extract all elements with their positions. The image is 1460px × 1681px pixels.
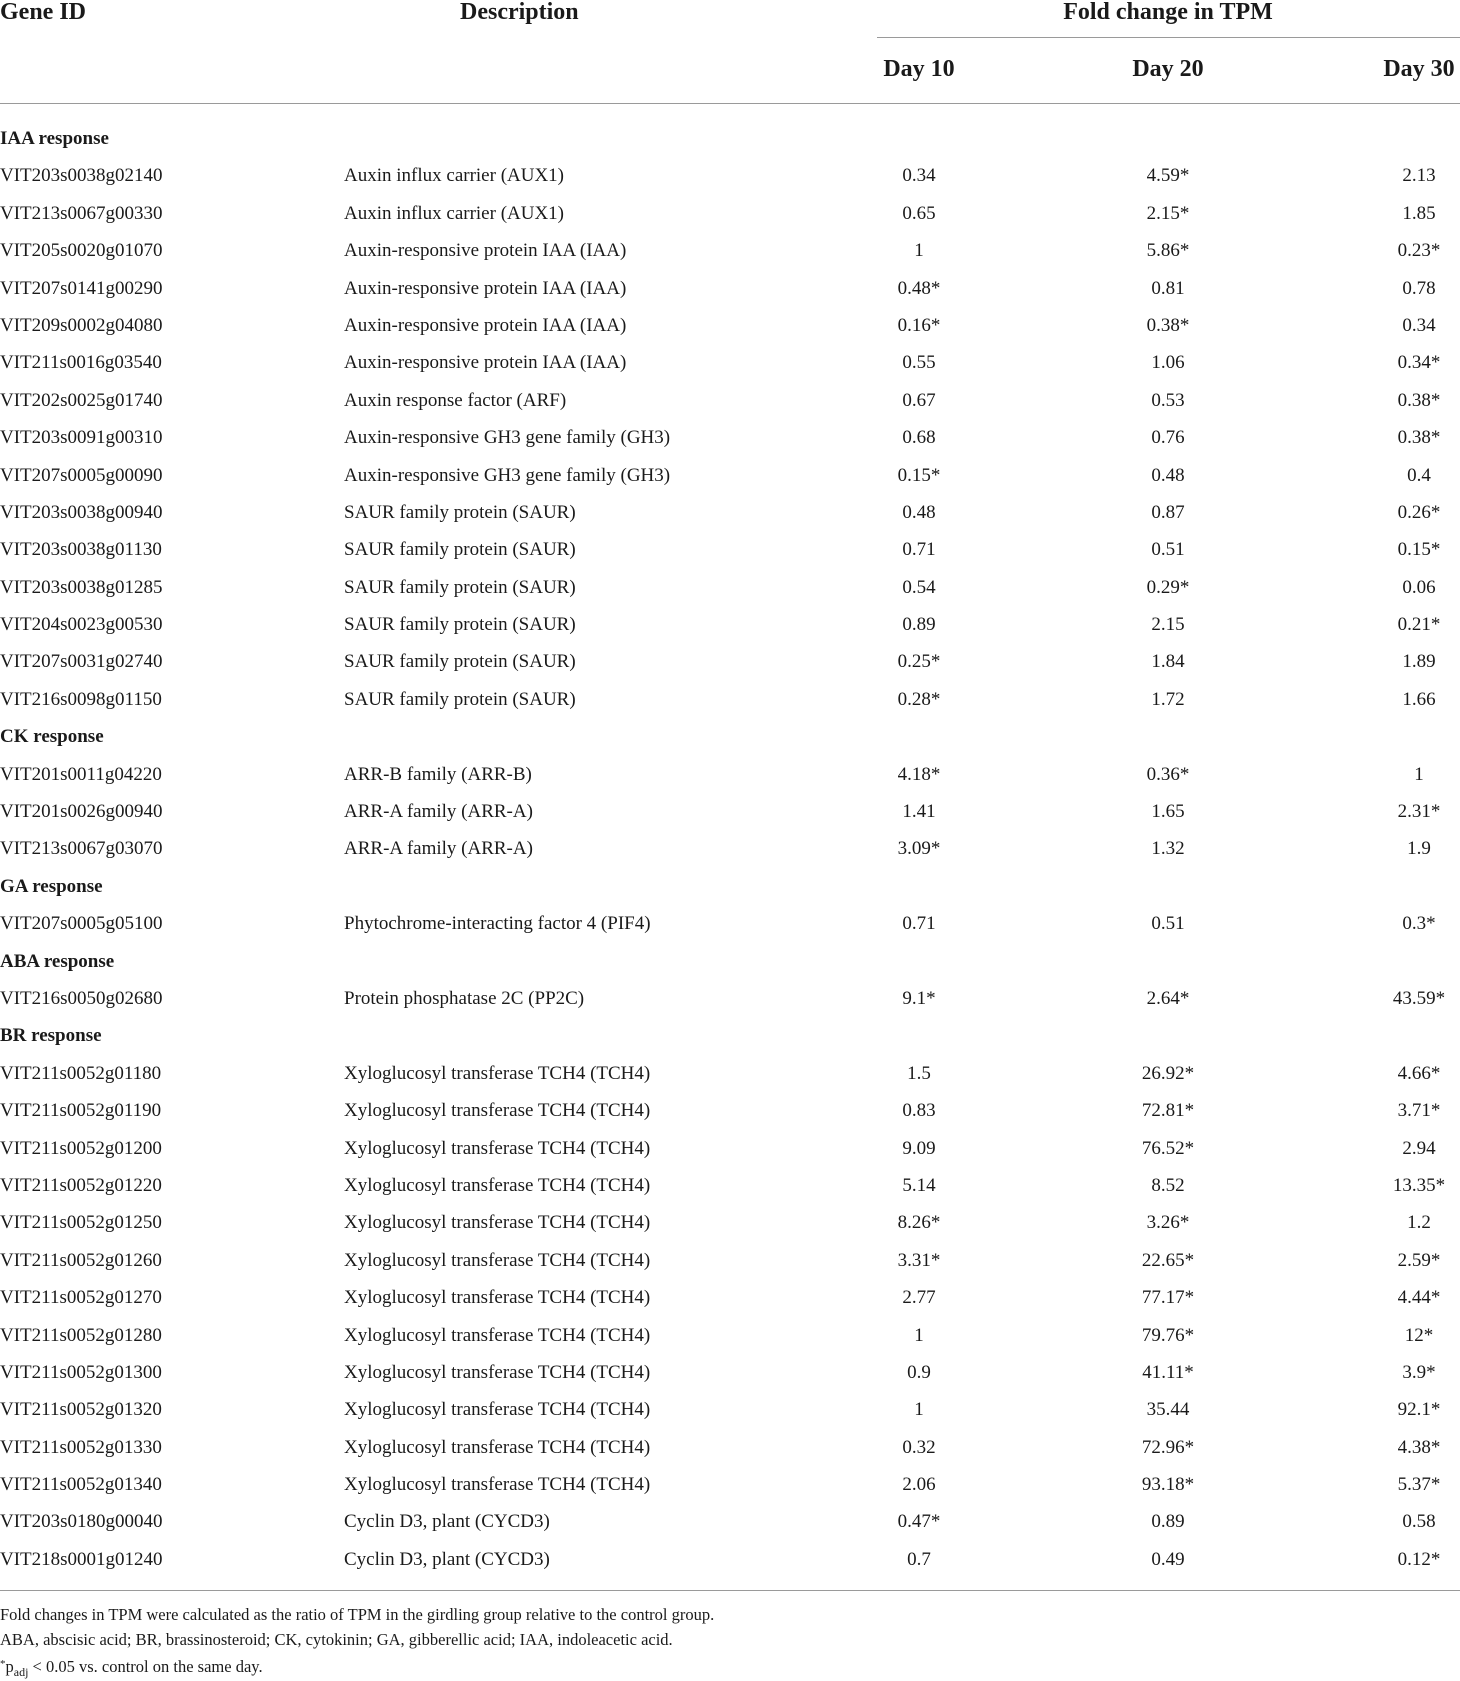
table-row — [0, 569, 1460, 606]
gene-id-cell: VIT211s0052g01180 — [0, 1062, 162, 1084]
day20-cell: 0.49 — [1151, 1548, 1185, 1570]
day10-cell: 1.5 — [907, 1062, 931, 1084]
table-row — [0, 195, 1460, 232]
gene-id-cell: VIT213s0067g00330 — [0, 202, 163, 224]
table-row — [0, 1466, 1460, 1503]
description-cell: SAUR family protein (SAUR) — [344, 501, 576, 523]
day10-cell: 1 — [914, 1324, 924, 1346]
day30-cell: 5.37* — [1397, 1474, 1441, 1496]
day10-cell: 0.71 — [902, 913, 936, 935]
gene-id-cell: VIT211s0052g01280 — [0, 1324, 162, 1346]
day30-cell: 0.34 — [1402, 314, 1436, 336]
description-cell: Xyloglucosyl transferase TCH4 (TCH4) — [344, 1324, 651, 1346]
description-cell: SAUR family protein (SAUR) — [344, 576, 576, 598]
day20-cell: 0.53 — [1151, 389, 1185, 411]
table-row — [0, 1130, 1460, 1167]
day10-cell: 0.9 — [907, 1361, 931, 1383]
day30-cell: 92.1* — [1397, 1399, 1441, 1421]
table-row — [0, 1055, 1460, 1092]
section-row — [0, 1017, 1460, 1054]
day20-cell: 3.26* — [1146, 1212, 1190, 1234]
day30-cell: 43.59* — [1392, 987, 1446, 1009]
gene-id-cell: VIT203s0180g00040 — [0, 1511, 163, 1533]
day30-cell: 4.66* — [1397, 1062, 1441, 1084]
day30-cell: 1.85 — [1402, 202, 1436, 224]
day20-cell: 5.86* — [1146, 240, 1190, 262]
table-row — [0, 270, 1460, 307]
day30-cell: 0.4 — [1407, 464, 1431, 486]
day10-cell: 0.47* — [897, 1511, 941, 1533]
day10-cell: 0.48* — [897, 277, 941, 299]
day20-cell: 0.48 — [1151, 464, 1185, 486]
day30-cell: 0.38* — [1397, 389, 1441, 411]
day30-cell: 1.2 — [1407, 1212, 1431, 1234]
day10-cell: 2.77 — [902, 1287, 936, 1309]
section-row — [0, 120, 1460, 157]
day10-cell: 9.09 — [902, 1137, 936, 1159]
description-cell: Protein phosphatase 2C (PP2C) — [344, 987, 585, 1009]
header-description: Description — [460, 0, 579, 25]
table-row — [0, 457, 1460, 494]
description-cell: ARR-B family (ARR-B) — [344, 763, 532, 785]
day20-cell: 0.76 — [1151, 427, 1185, 449]
day30-cell: 2.94 — [1402, 1137, 1436, 1159]
table-row — [0, 606, 1460, 643]
day30-cell: 0.58 — [1402, 1511, 1436, 1533]
table-row — [0, 681, 1460, 718]
table-row — [0, 980, 1460, 1017]
day30-cell: 3.71* — [1397, 1100, 1441, 1122]
gene-id-cell: VIT216s0098g01150 — [0, 688, 162, 710]
header-day10: Day 10 — [883, 56, 955, 82]
gene-id-cell: VIT203s0091g00310 — [0, 427, 163, 449]
day10-cell: 0.67 — [902, 389, 936, 411]
day30-cell: 13.35* — [1392, 1174, 1446, 1196]
day20-cell: 72.81* — [1141, 1100, 1195, 1122]
description-cell: Xyloglucosyl transferase TCH4 (TCH4) — [344, 1436, 651, 1458]
section-label: GA response — [0, 875, 103, 897]
day20-cell: 79.76* — [1141, 1324, 1195, 1346]
day30-cell: 0.26* — [1397, 501, 1441, 523]
gene-id-cell: VIT213s0067g03070 — [0, 838, 163, 860]
description-cell: Cyclin D3, plant (CYCD3) — [344, 1548, 550, 1570]
day10-cell: 0.25* — [897, 651, 941, 673]
gene-id-cell: VIT201s0026g00940 — [0, 801, 163, 823]
description-cell: Auxin-responsive protein IAA (IAA) — [344, 352, 627, 374]
gene-id-cell: VIT211s0052g01190 — [0, 1100, 162, 1122]
day10-cell: 0.68 — [902, 427, 936, 449]
day20-cell: 0.38* — [1146, 314, 1190, 336]
section-label: IAA response — [0, 128, 109, 149]
gene-id-cell: VIT203s0038g01285 — [0, 576, 163, 598]
day20-cell: 2.15 — [1151, 614, 1185, 636]
day30-cell: 12* — [1404, 1324, 1434, 1346]
description-cell: Xyloglucosyl transferase TCH4 (TCH4) — [344, 1212, 651, 1234]
description-cell: Auxin response factor (ARF) — [344, 389, 567, 411]
day30-cell: 1 — [1414, 763, 1424, 785]
day30-cell: 0.12* — [1397, 1548, 1441, 1570]
table-row — [0, 344, 1460, 381]
description-cell: Auxin-responsive protein IAA (IAA) — [344, 240, 627, 262]
day20-cell: 0.29* — [1146, 576, 1190, 598]
section-row — [0, 868, 1460, 905]
description-cell: Auxin-responsive protein IAA (IAA) — [344, 277, 627, 299]
description-cell: Auxin influx carrier (AUX1) — [344, 202, 565, 224]
footnote-abbreviations: ABA, abscisic acid; BR, brassinosteroid; CK, cytokinin; GA, gibberellic acid; IAA, indoleacetic acid. — [0, 1630, 673, 1649]
table-row — [0, 1354, 1460, 1391]
day30-cell: 2.59* — [1397, 1249, 1441, 1271]
table-row — [0, 756, 1460, 793]
table-row — [0, 419, 1460, 456]
description-cell: Xyloglucosyl transferase TCH4 (TCH4) — [344, 1137, 651, 1159]
table-row — [0, 905, 1460, 942]
gene-id-cell: VIT211s0052g01200 — [0, 1137, 162, 1159]
day10-cell: 0.89 — [902, 614, 936, 636]
table-row — [0, 643, 1460, 680]
gene-id-cell: VIT218s0001g01240 — [0, 1548, 163, 1570]
day20-cell: 2.64* — [1146, 987, 1190, 1009]
table-row — [0, 1541, 1460, 1578]
gene-id-cell: VIT207s0141g00290 — [0, 277, 163, 299]
day30-cell: 1.66 — [1402, 688, 1436, 710]
description-cell: SAUR family protein (SAUR) — [344, 688, 576, 710]
day20-cell: 2.15* — [1146, 202, 1190, 224]
day10-cell: 1.41 — [902, 801, 936, 823]
table-row — [0, 531, 1460, 568]
day30-cell: 0.15* — [1397, 539, 1441, 561]
description-cell: Xyloglucosyl transferase TCH4 (TCH4) — [344, 1062, 651, 1084]
gene-id-cell: VIT207s0005g00090 — [0, 464, 163, 486]
description-cell: Auxin-responsive protein IAA (IAA) — [344, 314, 627, 336]
table-body — [0, 120, 1460, 1578]
gene-id-cell: VIT211s0016g03540 — [0, 352, 162, 374]
day30-cell: 0.78 — [1402, 277, 1436, 299]
header-gene-id: Gene ID — [0, 0, 86, 25]
gene-id-cell: VIT205s0020g01070 — [0, 240, 163, 262]
day10-cell: 0.48 — [902, 501, 936, 523]
description-cell: Xyloglucosyl transferase TCH4 (TCH4) — [344, 1361, 651, 1383]
day20-cell: 0.36* — [1146, 763, 1190, 785]
table-row — [0, 494, 1460, 531]
day10-cell: 1 — [914, 240, 924, 262]
description-cell: Auxin-responsive GH3 gene family (GH3) — [344, 464, 671, 486]
footnote-tpm: Fold changes in TPM were calculated as the ratio of TPM in the girdling group relative to the control group. — [0, 1605, 715, 1624]
gene-id-cell: VIT216s0050g02680 — [0, 987, 163, 1009]
day20-cell: 1.84 — [1151, 651, 1185, 673]
day10-cell: 0.65 — [902, 202, 936, 224]
gene-id-cell: VIT211s0052g01250 — [0, 1212, 162, 1234]
day30-cell: 2.31* — [1397, 801, 1441, 823]
day10-cell: 5.14 — [902, 1174, 936, 1196]
header-day30: Day 30 — [1383, 56, 1455, 82]
day20-cell: 22.65* — [1141, 1249, 1195, 1271]
table-row — [0, 1167, 1460, 1204]
table-bottom-rule — [0, 1590, 1460, 1591]
gene-id-cell: VIT211s0052g01340 — [0, 1474, 162, 1496]
day10-cell: 3.09* — [897, 838, 941, 860]
description-cell: SAUR family protein (SAUR) — [344, 614, 576, 636]
gene-id-cell: VIT204s0023g00530 — [0, 614, 163, 636]
footnote-rest: < 0.05 vs. control on the same day. — [28, 1657, 263, 1676]
table-row — [0, 1317, 1460, 1354]
day20-cell: 1.72 — [1151, 688, 1185, 710]
gene-id-cell: VIT211s0052g01320 — [0, 1399, 162, 1421]
day10-cell: 0.71 — [902, 539, 936, 561]
day30-cell: 0.06 — [1402, 576, 1436, 598]
day10-cell: 4.18* — [897, 763, 941, 785]
description-cell: Xyloglucosyl transferase TCH4 (TCH4) — [344, 1100, 651, 1122]
header-bottom-rule — [0, 103, 1460, 104]
day30-cell: 3.9* — [1402, 1361, 1436, 1383]
day20-cell: 41.11* — [1142, 1361, 1194, 1383]
day20-cell: 1.32 — [1151, 838, 1185, 860]
day20-cell: 0.51 — [1151, 913, 1185, 935]
day20-cell: 0.51 — [1151, 539, 1185, 561]
day20-cell: 72.96* — [1141, 1436, 1195, 1458]
footnote-p: p — [5, 1657, 14, 1676]
day30-cell: 0.38* — [1397, 427, 1441, 449]
table-row — [0, 157, 1460, 194]
header-fold-change: Fold change in TPM — [1063, 0, 1273, 25]
header-subrule — [877, 37, 1460, 38]
day30-cell: 4.38* — [1397, 1436, 1441, 1458]
gene-id-cell: VIT209s0002g04080 — [0, 314, 163, 336]
day20-cell: 0.81 — [1151, 277, 1185, 299]
day10-cell: 0.54 — [902, 576, 936, 598]
day10-cell: 0.55 — [902, 352, 936, 374]
header-day20: Day 20 — [1132, 56, 1204, 82]
table-row — [0, 232, 1460, 269]
gene-id-cell: VIT211s0052g01330 — [0, 1436, 162, 1458]
day20-cell: 1.06 — [1151, 352, 1185, 374]
day10-cell: 0.28* — [897, 688, 941, 710]
gene-id-cell: VIT211s0052g01300 — [0, 1361, 162, 1383]
day10-cell: 3.31* — [897, 1249, 941, 1271]
description-cell: SAUR family protein (SAUR) — [344, 539, 576, 561]
gene-id-cell: VIT203s0038g02140 — [0, 165, 163, 187]
day10-cell: 0.15* — [897, 464, 941, 486]
day10-cell: 0.16* — [897, 314, 941, 336]
day30-cell: 1.9 — [1407, 838, 1431, 860]
section-label: ABA response — [0, 950, 115, 972]
section-row — [0, 943, 1460, 980]
table-row — [0, 1204, 1460, 1241]
day10-cell: 1 — [914, 1399, 924, 1421]
day20-cell: 4.59* — [1146, 165, 1190, 187]
description-cell: Xyloglucosyl transferase TCH4 (TCH4) — [344, 1249, 651, 1271]
day30-cell: 1.89 — [1402, 651, 1436, 673]
day10-cell: 2.06 — [902, 1474, 936, 1496]
table-row — [0, 830, 1460, 867]
day20-cell: 8.52 — [1151, 1174, 1185, 1196]
description-cell: Xyloglucosyl transferase TCH4 (TCH4) — [344, 1174, 651, 1196]
day30-cell: 0.3* — [1402, 913, 1436, 935]
day20-cell: 93.18* — [1141, 1474, 1195, 1496]
footnote-p-subscript: adj — [13, 1665, 29, 1679]
footnote-star: * — [0, 1658, 6, 1670]
day20-cell: 1.65 — [1151, 801, 1185, 823]
description-cell: ARR-A family (ARR-A) — [344, 801, 533, 823]
day20-cell: 0.87 — [1151, 501, 1185, 523]
day30-cell: 0.21* — [1397, 614, 1441, 636]
table-row — [0, 1279, 1460, 1316]
gene-id-cell: VIT211s0052g01220 — [0, 1174, 162, 1196]
description-cell: Phytochrome-interacting factor 4 (PIF4) — [344, 913, 651, 935]
table-row — [0, 1391, 1460, 1428]
gene-id-cell: VIT211s0052g01260 — [0, 1249, 162, 1271]
table-row — [0, 1242, 1460, 1279]
day30-cell: 2.13 — [1402, 165, 1436, 187]
section-label: BR response — [0, 1025, 102, 1047]
table-row — [0, 307, 1460, 344]
gene-id-cell: VIT207s0031g02740 — [0, 651, 163, 673]
gene-id-cell: VIT207s0005g05100 — [0, 913, 163, 935]
gene-id-cell: VIT202s0025g01740 — [0, 389, 163, 411]
footnote-significance — [0, 1655, 263, 1681]
table-row — [0, 793, 1460, 830]
table-row — [0, 1429, 1460, 1466]
description-cell: Auxin influx carrier (AUX1) — [344, 165, 565, 187]
section-label: CK response — [0, 726, 104, 748]
gene-id-cell: VIT203s0038g01130 — [0, 539, 162, 561]
day30-cell: 4.44* — [1397, 1287, 1441, 1309]
day20-cell: 35.44 — [1146, 1399, 1190, 1421]
day20-cell: 77.17* — [1141, 1287, 1195, 1309]
day10-cell: 0.83 — [902, 1100, 936, 1122]
day20-cell: 76.52* — [1141, 1137, 1195, 1159]
day30-cell: 0.34* — [1397, 352, 1441, 374]
gene-id-cell: VIT201s0011g04220 — [0, 763, 162, 785]
day10-cell: 0.34 — [902, 165, 936, 187]
table-row — [0, 1092, 1460, 1129]
day20-cell: 0.89 — [1151, 1511, 1185, 1533]
day10-cell: 8.26* — [897, 1212, 941, 1234]
day10-cell: 0.32 — [902, 1436, 936, 1458]
day20-cell: 26.92* — [1141, 1062, 1195, 1084]
description-cell: Auxin-responsive GH3 gene family (GH3) — [344, 427, 671, 449]
table-row — [0, 382, 1460, 419]
day10-cell: 9.1* — [902, 987, 936, 1009]
description-cell: Cyclin D3, plant (CYCD3) — [344, 1511, 550, 1533]
day10-cell: 0.7 — [907, 1548, 931, 1570]
day30-cell: 0.23* — [1397, 240, 1441, 262]
description-cell: Xyloglucosyl transferase TCH4 (TCH4) — [344, 1399, 651, 1421]
gene-id-cell: VIT211s0052g01270 — [0, 1287, 162, 1309]
description-cell: Xyloglucosyl transferase TCH4 (TCH4) — [344, 1474, 651, 1496]
description-cell: ARR-A family (ARR-A) — [344, 838, 533, 860]
table-row — [0, 1503, 1460, 1540]
description-cell: Xyloglucosyl transferase TCH4 (TCH4) — [344, 1287, 651, 1309]
gene-id-cell: VIT203s0038g00940 — [0, 501, 163, 523]
section-row — [0, 718, 1460, 755]
description-cell: SAUR family protein (SAUR) — [344, 651, 576, 673]
